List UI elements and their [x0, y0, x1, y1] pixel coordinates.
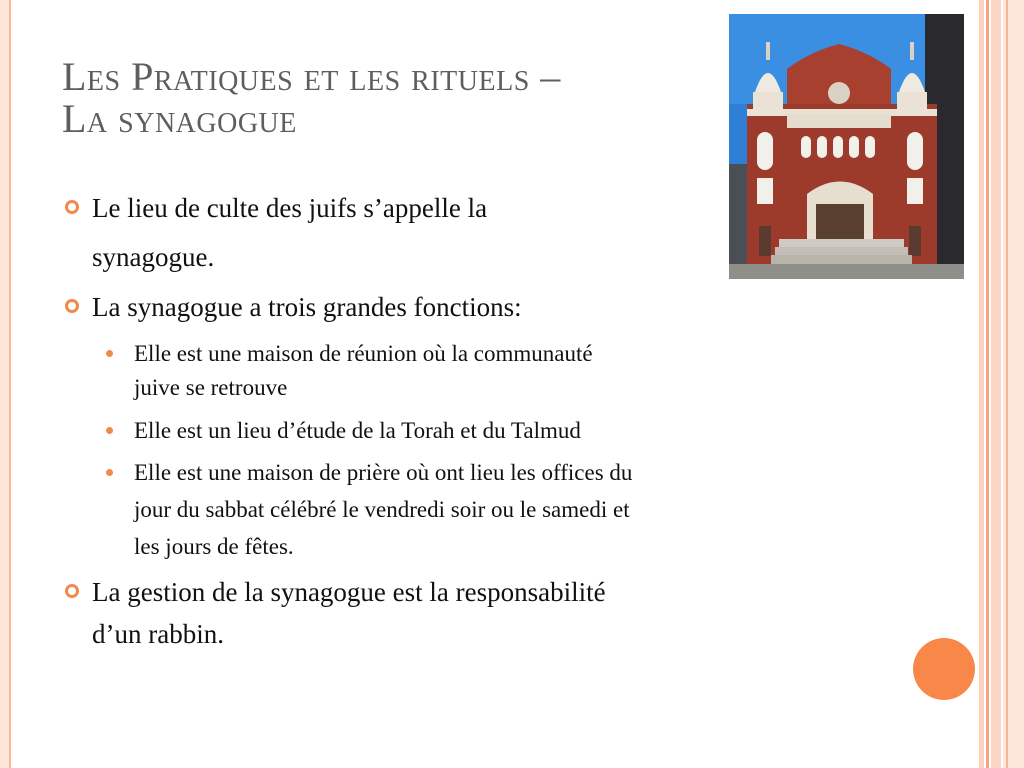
bullet-text: synagogue.	[92, 242, 215, 272]
slide-title	[62, 56, 722, 140]
right-border-stripe	[979, 0, 984, 768]
bullet-dot-icon	[106, 427, 113, 434]
sub-bullet-text: juive se retrouve	[134, 375, 288, 400]
bullet-text: La gestion de la synagogue est la responsabilité	[92, 577, 606, 607]
bullet-text: d’un rabbin.	[92, 619, 224, 649]
slide-title-line1: Les Pratiques et les rituels –	[62, 54, 561, 99]
sub-bullet-text: Elle est une maison de réunion où la communauté	[134, 341, 593, 366]
left-border-stripe	[0, 0, 9, 768]
bullet-dot-icon	[106, 469, 113, 476]
sub-bullet-text: Elle est un lieu d’étude de la Torah et du Talmud	[134, 418, 581, 443]
bullet-text: La synagogue a trois grandes fonctions:	[92, 292, 522, 322]
bullet-text: Le lieu de culte des juifs s’appelle la	[92, 193, 488, 223]
bullet-ring-icon	[65, 200, 79, 214]
sub-bullet-text: jour du sabbat célébré le vendredi soir ou le samedi et	[134, 497, 630, 522]
right-border-line	[1006, 0, 1008, 768]
bullet-ring-icon	[65, 299, 79, 313]
synagogue-photo	[729, 14, 964, 279]
sub-bullet-text: Elle est une maison de prière où ont lieu les offices du	[134, 460, 633, 485]
decorative-orange-circle	[913, 638, 975, 700]
right-border-line	[986, 0, 989, 768]
sub-bullet-text: les jours de fêtes.	[134, 534, 294, 559]
left-border-line	[9, 0, 11, 768]
right-border-stripe	[991, 0, 1001, 768]
slide-title-line2: La synagogue	[62, 96, 297, 141]
bullet-dot-icon	[106, 350, 113, 357]
bullet-ring-icon	[65, 584, 79, 598]
